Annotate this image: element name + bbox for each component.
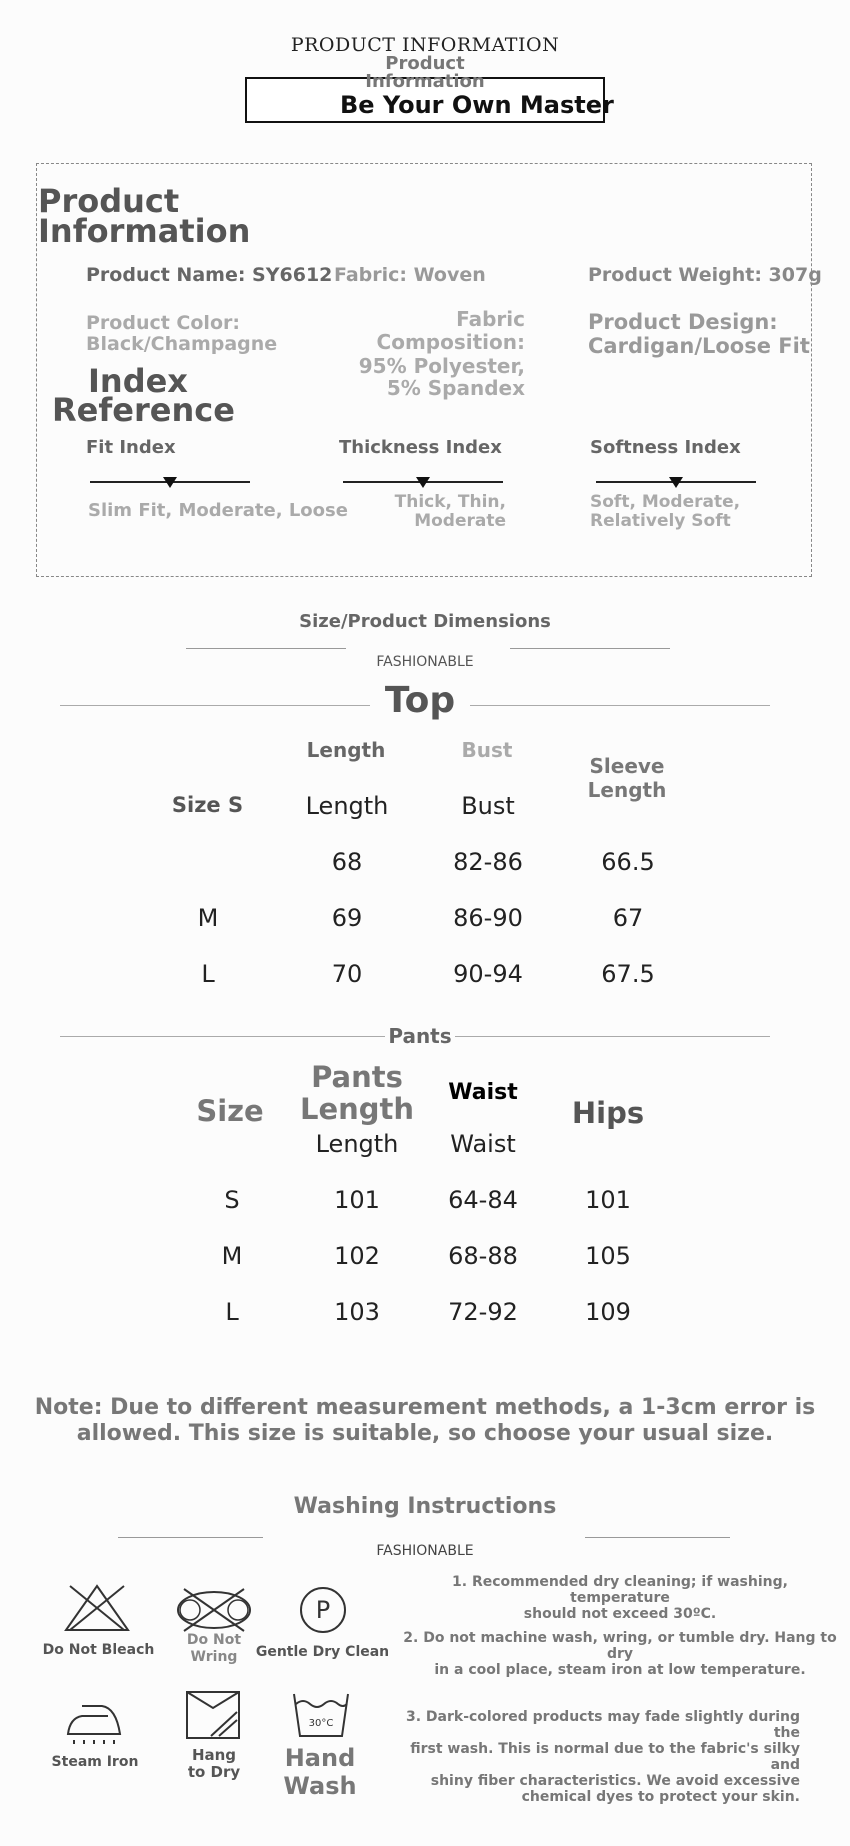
top-table-cell-sleeve: 67 — [612, 904, 644, 932]
pants-table-cell-hips: 105 — [585, 1242, 631, 1270]
instruction-3-line-4: chemical dyes to protect your skin. — [521, 1789, 800, 1805]
header-title: PRODUCT INFORMATION — [290, 34, 560, 56]
note-line-2: allowed. This size is suitable, so choose your usual size. — [76, 1421, 774, 1446]
pants-table-cell-size: L — [225, 1298, 239, 1326]
top-table-cell-sleeve: 67.5 — [601, 960, 655, 988]
dry-clean-letter: P — [315, 1596, 331, 1624]
top-col-sleeve-text: Sleeve Length — [587, 754, 667, 802]
color-value: Black/Champagne — [86, 333, 278, 355]
top-col-size: Size S — [171, 793, 244, 817]
pants-col-length: Length — [315, 1130, 399, 1158]
washing-title: Washing Instructions — [293, 1494, 557, 1519]
hand-wash-icon — [290, 1692, 352, 1738]
thickness-desc-2: Moderate — [414, 511, 506, 531]
pants-table-cell-waist: 72-92 — [448, 1298, 518, 1326]
fabric: Fabric: Woven — [334, 264, 486, 286]
instruction-1-line-2: should not exceed 30ºC. — [523, 1606, 717, 1622]
design-value: Cardigan/Loose Fit — [588, 334, 810, 358]
pants-heading: Pants — [385, 1024, 455, 1048]
size-rule-right — [510, 648, 670, 649]
slogan: Be Your Own Master — [340, 91, 614, 119]
fit-index-title: Fit Index — [86, 437, 176, 458]
hand-wash-temp: 30°C — [308, 1718, 334, 1729]
pants-table-cell-waist: 68-88 — [448, 1242, 518, 1270]
instruction-2-line-2: in a cool place, steam iron at low temperature. — [434, 1662, 806, 1678]
fit-marker — [163, 477, 177, 488]
pants-table-cell-length: 102 — [334, 1242, 380, 1270]
instruction-3-line-2: first wash. This is normal due to the fabric's silky and — [410, 1741, 800, 1773]
size-title: Size/Product Dimensions — [299, 611, 551, 632]
design-label: Product Design: — [588, 310, 778, 334]
composition-label: Fabric Composition: — [376, 307, 525, 354]
top-col-sleeve — [565, 754, 689, 802]
top-table-cell-length: 69 — [331, 904, 363, 932]
steam-iron-icon — [62, 1700, 126, 1746]
pants-table-cell-size: M — [221, 1242, 243, 1270]
instruction-2 — [400, 1630, 840, 1678]
do-not-wring-label-2: Wring — [190, 1649, 238, 1665]
composition-value-2: 5% Spandex — [386, 376, 525, 400]
pants-col-waist: Waist — [450, 1130, 516, 1158]
top-table-cell-sleeve: 66.5 — [601, 848, 655, 876]
top-heading: Top — [370, 680, 470, 721]
do-not-wring-icon — [174, 1587, 254, 1633]
washing-rule-right — [585, 1537, 730, 1538]
info-heading — [38, 182, 268, 250]
washing-rule-left — [118, 1537, 263, 1538]
hang-to-dry-label-1: Hang — [191, 1746, 237, 1764]
hand-wash-label: Hand Wash — [283, 1744, 357, 1800]
index-heading-2: Reference — [52, 391, 235, 429]
pants-table-cell-size: S — [224, 1186, 240, 1214]
thickness-desc-1: Thick, Thin, — [394, 492, 506, 512]
softness-marker — [669, 477, 683, 488]
info-heading-text: Product Information — [38, 182, 251, 250]
pants-col-waist-top: Waist — [448, 1080, 518, 1105]
top-col-bust-top: Bust — [461, 738, 513, 762]
pants-col-size: Size — [196, 1094, 264, 1128]
softness-desc-1: Soft, Moderate, — [590, 492, 741, 512]
top-table-cell-length: 68 — [331, 848, 363, 876]
top-table-cell-length: 70 — [331, 960, 363, 988]
instruction-3-line-1: 3. Dark-colored products may fade slightly during the — [405, 1709, 800, 1741]
product-name: Product Name: SY6612 — [86, 264, 333, 286]
dry-clean-label: Gentle Dry Clean — [255, 1644, 390, 1660]
top-col-bust: Bust — [461, 792, 515, 820]
top-table-cell-bust: 90-94 — [453, 960, 523, 988]
do-not-wring-label-1: Do Not — [186, 1632, 242, 1648]
dry-clean-icon — [298, 1585, 348, 1635]
size-rule-left — [186, 648, 346, 649]
note-line-1: Note: Due to different measurement methods, a 1-3cm error is — [34, 1395, 816, 1420]
header-overlay-title: Product Information — [365, 53, 485, 92]
instruction-1-line-1: 1. Recommended dry cleaning; if washing, temperature — [452, 1574, 788, 1606]
softness-index-title: Softness Index — [590, 437, 741, 458]
hang-to-dry-icon — [183, 1690, 243, 1740]
color-label: Product Color: — [86, 312, 240, 334]
top-col-length-top: Length — [306, 738, 386, 762]
pants-table-cell-hips: 101 — [585, 1186, 631, 1214]
instruction-3 — [400, 1709, 800, 1805]
pants-col-hips: Hips — [571, 1096, 645, 1130]
top-col-length: Length — [305, 792, 389, 820]
pants-table-cell-length: 101 — [334, 1186, 380, 1214]
instruction-2-line-1: 2. Do not machine wash, wring, or tumble dry. Hang to dry — [403, 1630, 837, 1662]
pants-table-cell-waist: 64-84 — [448, 1186, 518, 1214]
top-table-cell-bust: 82-86 — [453, 848, 523, 876]
steam-iron-label: Steam Iron — [51, 1754, 139, 1770]
softness-desc-2: Relatively Soft — [590, 511, 731, 531]
pants-col-length-top-2: Length — [299, 1092, 415, 1126]
pants-table-cell-length: 103 — [334, 1298, 380, 1326]
thickness-marker — [416, 477, 430, 488]
do-not-bleach-label: Do Not Bleach — [42, 1642, 155, 1658]
top-table-cell-size: M — [197, 904, 219, 932]
index-heading-1: Index — [88, 362, 188, 400]
washing-subtitle: FASHIONABLE — [376, 1543, 474, 1559]
hang-to-dry-label-2: to Dry — [187, 1763, 241, 1781]
top-table-cell-bust: 86-90 — [453, 904, 523, 932]
size-subtitle: FASHIONABLE — [376, 654, 474, 670]
pants-col-length-top-1: Pants — [311, 1060, 403, 1094]
thickness-index-title: Thickness Index — [339, 437, 502, 458]
composition-value-1: 95% Polyester, — [358, 354, 525, 378]
instruction-3-line-3: shiny fiber characteristics. We avoid excessive — [430, 1773, 800, 1789]
do-not-bleach-icon — [62, 1582, 132, 1634]
fit-desc: Slim Fit, Moderate, Loose — [88, 500, 348, 521]
instruction-1 — [400, 1574, 840, 1622]
pants-table-cell-hips: 109 — [585, 1298, 631, 1326]
product-weight: Product Weight: 307g — [588, 264, 822, 286]
top-table-cell-size: L — [201, 960, 215, 988]
